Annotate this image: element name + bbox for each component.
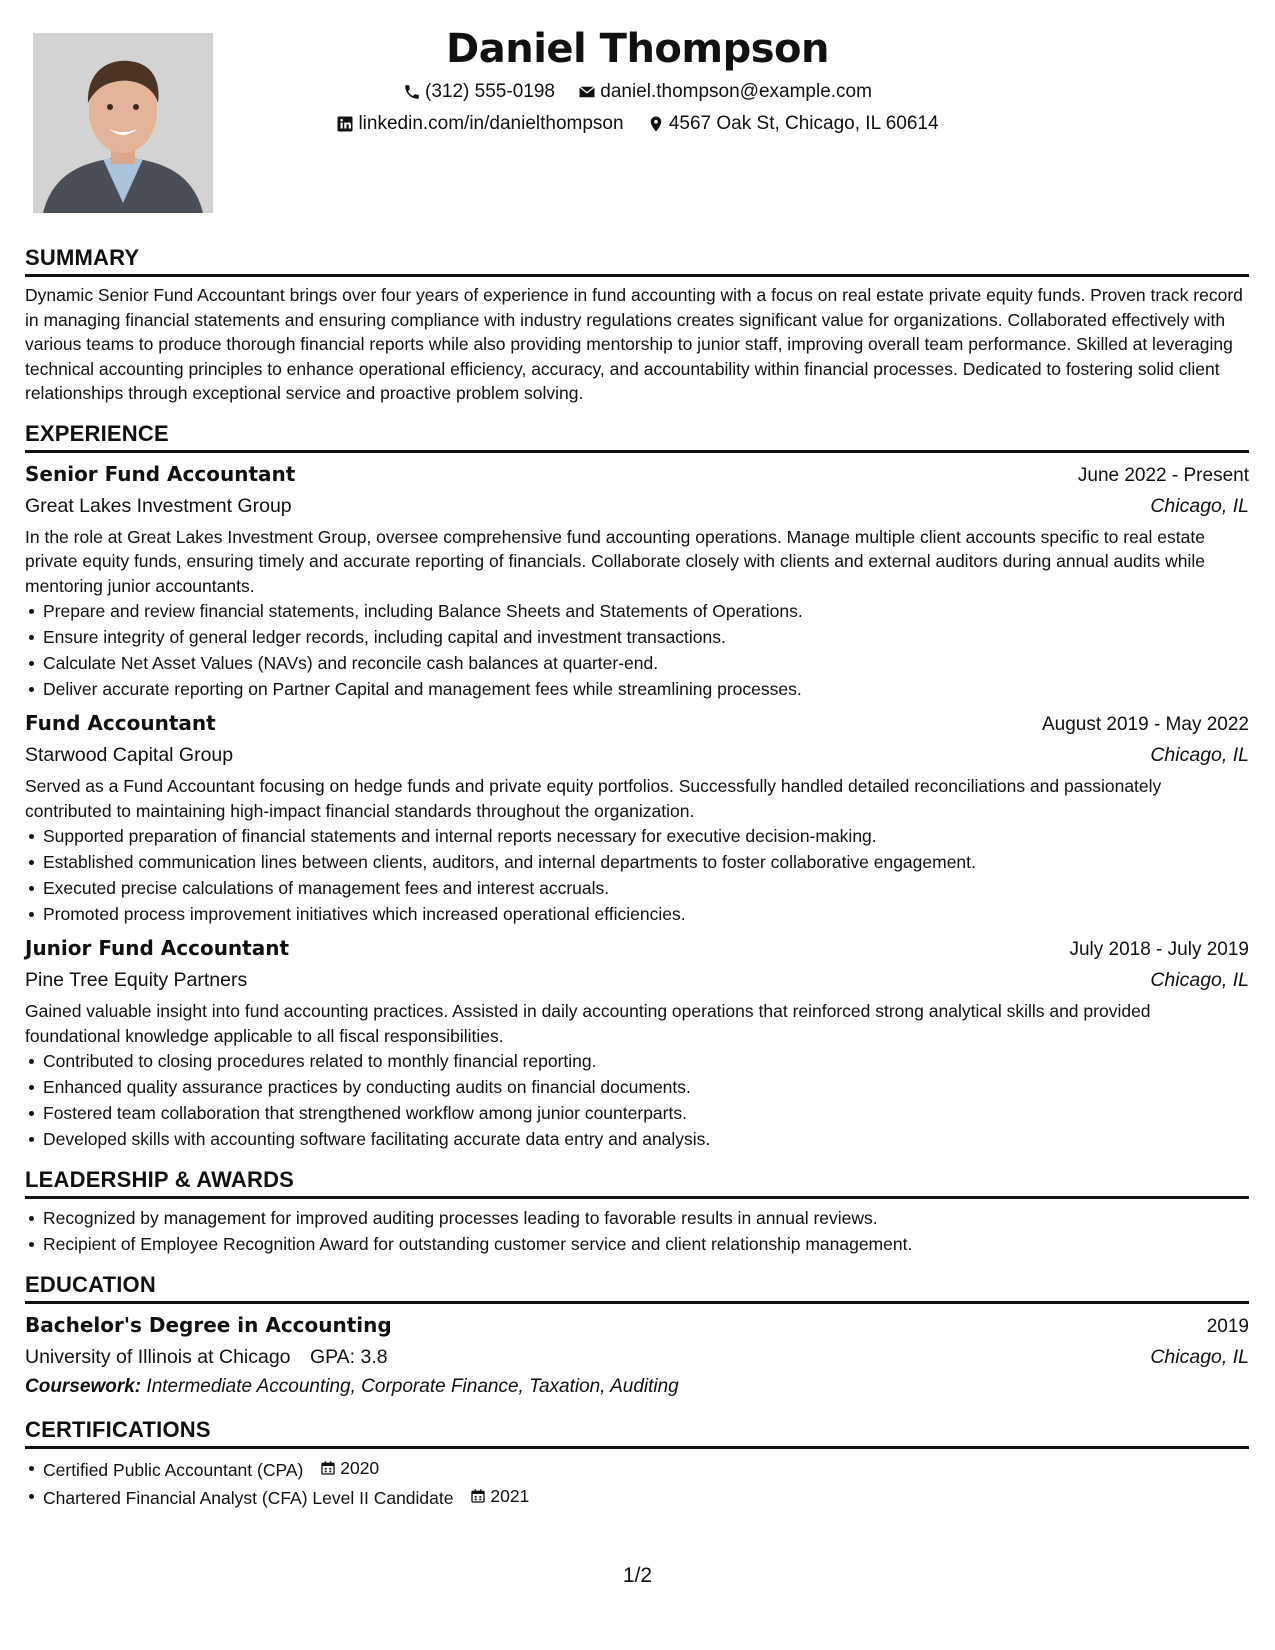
map-pin-icon [647, 115, 665, 133]
job-dates: June 2022 - Present [1077, 464, 1249, 486]
job-bullets [25, 1048, 1249, 1152]
job-bullets [25, 823, 1249, 927]
linkedin-contact[interactable] [336, 111, 623, 137]
section-divider [25, 1301, 1249, 1304]
list-item: Recognized by management for improved auditing processes leading to favorable results in annual reviews. [43, 1205, 1249, 1231]
section-divider [25, 1446, 1249, 1449]
section-title: LEADERSHIP & AWARDS [25, 1167, 295, 1192]
job-entry [25, 708, 1249, 927]
certification-name: Chartered Financial Analyst (CFA) Level II Candidate [43, 1488, 454, 1508]
job-entry [25, 933, 1249, 1152]
page-number: 1/2 [622, 1564, 653, 1587]
phone-contact [403, 79, 555, 105]
summary-section [25, 244, 1249, 406]
coursework-label: Coursework: [25, 1376, 142, 1397]
job-dates: July 2018 - July 2019 [1069, 939, 1249, 960]
coursework-list: Intermediate Accounting, Corporate Finance, Taxation, Auditing [146, 1376, 679, 1397]
job-location: Chicago, IL [1150, 744, 1249, 766]
job-title: Senior Fund Accountant [25, 461, 296, 486]
linkedin-icon [336, 115, 354, 133]
list-item: Established communication lines between clients, auditors, and internal departments to foster collaborative engagement. [43, 849, 1249, 875]
certifications-section [25, 1416, 1249, 1511]
list-item: Contributed to closing procedures related to monthly financial reporting. [43, 1048, 1249, 1074]
list-item: Supported preparation of financial statements and internal reports necessary for executive decision-making. [43, 823, 1249, 849]
job-title: Junior Fund Accountant [25, 936, 290, 960]
job-entry [25, 459, 1249, 703]
experience-section [25, 420, 1249, 1153]
school-location: Chicago, IL [1150, 1346, 1249, 1368]
calendar-icon [470, 1488, 486, 1504]
list-item: Calculate Net Asset Values (NAVs) and reconcile cash balances at quarter-end. [43, 650, 1249, 676]
contact-line-primary [0, 79, 1275, 109]
address-text: 4567 Oak St, Chicago, IL 60614 [668, 113, 939, 134]
job-title: Fund Accountant [25, 711, 216, 735]
certification-date [470, 1483, 529, 1509]
section-title: SUMMARY [25, 245, 140, 270]
graduation-year: 2019 [1206, 1316, 1249, 1337]
list-item: Developed skills with accounting software facilitating accurate data entry and analysis. [43, 1126, 1249, 1152]
degree-title: Bachelor's Degree in Accounting [25, 1313, 392, 1337]
list-item: Prepare and review financial statements, including Balance Sheets and Statements of Operations. [43, 598, 1249, 624]
school-name: University of Illinois at Chicago [25, 1346, 291, 1368]
list-item: Recipient of Employee Recognition Award for outstanding customer service and client relationship management. [43, 1231, 1249, 1257]
email-text[interactable]: daniel.thompson@example.com [600, 81, 872, 102]
leadership-section [25, 1166, 1249, 1257]
section-title: EDUCATION [25, 1272, 156, 1297]
phone-text: (312) 555-0198 [425, 81, 555, 102]
company-name: Pine Tree Equity Partners [25, 969, 248, 991]
section-title: CERTIFICATIONS [25, 1417, 211, 1442]
contact-line-secondary [0, 111, 1275, 141]
education-section [25, 1271, 1249, 1402]
job-description: In the role at Great Lakes Investment Group, oversee comprehensive fund accounting operations. Manage multiple client accounts specific to real estate private equity funds, ensuring timely and accurate reporting of financials. Collaborate closely with clients and external auditors during annual audits while mentoring junior accountants. [25, 526, 1205, 596]
company-name: Starwood Capital Group [25, 744, 234, 766]
gpa: GPA: 3.8 [309, 1346, 388, 1368]
certification-list [25, 1455, 1249, 1511]
certification-year: 2021 [490, 1486, 530, 1506]
list-item [43, 1455, 1249, 1483]
list-item: Ensure integrity of general ledger records, including capital and investment transactions. [43, 624, 1249, 650]
list-item: Promoted process improvement initiatives which increased operational efficiencies. [43, 901, 1249, 927]
address-contact [647, 111, 939, 137]
job-dates: August 2019 - May 2022 [1041, 714, 1249, 735]
certification-name: Certified Public Accountant (CPA) [43, 1460, 304, 1480]
list-item [43, 1483, 1249, 1511]
job-description: Served as a Fund Accountant focusing on hedge funds and private equity portfolios. Successfully handled detailed reconciliations and passionately contributed to maintaining high-impact financial standards throughout the organization. [25, 776, 1162, 821]
company-name: Great Lakes Investment Group [25, 494, 292, 517]
job-location: Chicago, IL [1150, 494, 1249, 517]
section-divider [25, 274, 1249, 277]
resume-content [25, 244, 1249, 1525]
list-item: Fostered team collaboration that strengthened workflow among junior counterparts. [43, 1100, 1249, 1126]
job-location: Chicago, IL [1150, 969, 1249, 991]
list-item: Enhanced quality assurance practices by conducting audits on financial documents. [43, 1074, 1249, 1100]
certification-date [320, 1455, 379, 1481]
job-bullets [25, 598, 1249, 702]
award-bullets [25, 1205, 1249, 1257]
summary-text: Dynamic Senior Fund Accountant brings over four years of experience in fund accounting with a focus on real estate private equity funds. Proven track record in managing financial statements and ensuring compliance with industry regulations creates significant value for organizations. Collaborated effectively with various teams to produce thorough financial reports while also providing mentorship to junior staff, improving overall team performance. Skilled at leveraging technical accounting principles to enhance operational efficiency, accuracy, and accountability within financial processes. Dedicated to fostering solid client relationships through exceptional service and proactive problem solving. [25, 285, 1243, 403]
email-contact[interactable] [578, 79, 872, 105]
section-divider [25, 1196, 1249, 1199]
phone-icon [403, 83, 421, 101]
linkedin-text[interactable]: linkedin.com/in/danielthompson [358, 113, 624, 134]
envelope-icon [578, 83, 596, 101]
candidate-name: Daniel Thompson [446, 26, 829, 72]
list-item: Executed precise calculations of management fees and interest accruals. [43, 875, 1249, 901]
section-title: EXPERIENCE [25, 420, 169, 446]
section-divider [25, 450, 1249, 453]
calendar-icon [320, 1460, 336, 1476]
list-item: Deliver accurate reporting on Partner Capital and management fees while streamlining processes. [43, 676, 1249, 702]
job-description: Gained valuable insight into fund accounting practices. Assisted in daily accounting operations that reinforced strong analytical skills and provided foundational knowledge applicable to all fiscal responsibilities. [25, 1001, 1151, 1046]
coursework [25, 1372, 1249, 1402]
certification-year: 2020 [340, 1458, 380, 1478]
